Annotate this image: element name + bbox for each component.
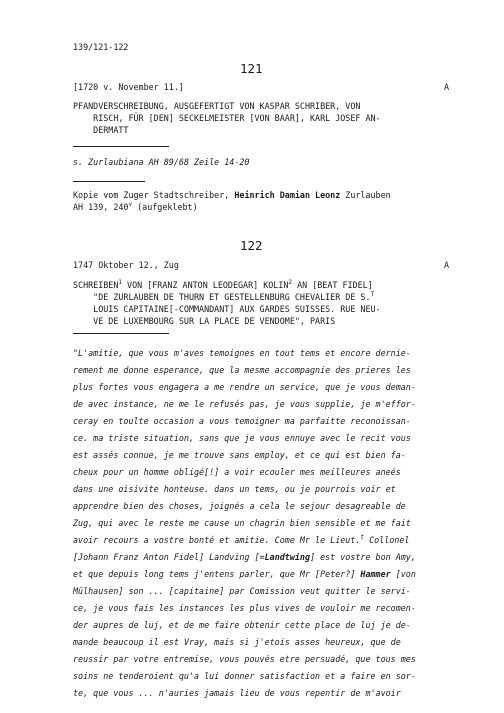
entry-121-heading-line-1: PFANDVERSCHREIBUNG, AUSGEFERTIGT VON KASPAR SCHRIBER, VON (73, 101, 361, 111)
letter-line: Mülhausen] son ... [capitaine] par Comission veut quitter le servi- (73, 586, 411, 596)
entry-122-heading-line-3: LOUIS CAPITAINE[-COMMANDANT] AUX GARDES SUISSES. RUE NEU- (73, 304, 381, 314)
letter-line: Zug, qui avec le reste me cause un chagrin bien sensible et me fait (73, 518, 411, 528)
letter-line: de avec instance, ne me le refusés pas, je vous supplie, je m'effor- (73, 399, 416, 409)
letter-line: "L'amitie, que vous m'aves temoignes en tout tems et encore dernie- (73, 348, 411, 358)
letter-line: reussir par votre entremise, vous pouvés etre persuadé, que tous mes (73, 654, 416, 664)
page-reference: 139/121-122 (73, 42, 129, 52)
entry-121-date: [1720 v. November 11.] (73, 82, 184, 92)
letter-line: soins ne tenderoient qu'a lui donner satisfaction et a faire en sor- (73, 671, 416, 681)
entry-121-source: s. Zurlaubiana AH 89/68 Zeile 14-20 (73, 157, 250, 167)
letter-line: ceray en toulte occasion a vous temoigner ma parfaitte reconoissan- (73, 416, 411, 426)
letter-line: ce, je vous fais les instances les plus vives de vouloir me recomen- (73, 603, 416, 613)
entry-number-121: 121 (240, 61, 263, 76)
entry-number-122: 122 (240, 238, 263, 253)
letter-line: mande beaucoup il est Vray, mais si j'etois asses heureux, que de (73, 637, 401, 647)
letter-line: ce. ma triste situation, sans que je vous ennuye avec le recit vous (73, 433, 411, 443)
name-landtwing: Landtwing (264, 552, 310, 562)
letter-line: et que depuis long tems j'entens parler, que Mr [Peter?] Hammer [von (73, 569, 416, 579)
letter-line: est assés connue, je me trouve sans employ, et ce qui est bien fa- (73, 450, 406, 460)
entry-121-copy-note-line-1: Kopie vom Zuger Stadtschreiber, Heinrich Damian Leonz Zurlauben (73, 190, 391, 200)
letter-line: te, que vous ... n'auries jamais lieu de vous repentir de m'avoir (73, 688, 401, 698)
letter-line: [Johann Franz Anton Fidel] Landving [=Landtwing] est vostre bon Amy, (73, 552, 416, 562)
letter-line: der aupres de luj, et de me faire obtenir cette place de luj je de- (73, 620, 411, 630)
name-heinrich-damian-leonz: Heinrich Damian Leonz (234, 190, 341, 200)
entry-122-heading-line-1: SCHREIBEN$^1$ VON [FRANZ ANTON LEODEGAR] KOLIN$^2$ AN [BEAT FIDEL] (73, 279, 373, 290)
divider (73, 333, 169, 334)
entry-121-copy-note-line-2: AH 139, 240$^v$ (aufgeklebt) (73, 201, 198, 212)
divider (73, 146, 169, 147)
entry-121-heading-line-2: RISCH, FÜR [DEN] SECKELMEISTER [VON BAAR], KARL JOSEF AN- (73, 113, 381, 123)
entry-121-heading-line-3: DERMATT (73, 125, 129, 135)
letter-line: apprendre bien des choses, joignés a cela le sejour desagreable de (73, 501, 406, 511)
entry-122-heading-line-4: VE DE LUXEMBOURG SUR LA PLACE DE VENDOME", PARIS (73, 316, 336, 326)
letter-line: avoir recours a vostre bonté et amitie. Come Mr le Lieut.$^t$ Collonel (73, 534, 410, 545)
name-hammer: Hammer (360, 569, 391, 579)
letter-line: plus fortes vous engagera a me rendre un service, que je vous deman- (73, 382, 416, 392)
letter-line: cheux pour un homme obligé[!] a voir ecouler mes meilleures aneés (73, 467, 401, 477)
letter-line: rement me donne esperance, que la mesme accompagnie des prieres les (73, 365, 411, 375)
divider (73, 181, 145, 182)
letter-line: dans une oisivite honteuse. dans un tems, ou je pourrois voir et (73, 484, 396, 494)
entry-122-marker: A (444, 260, 450, 270)
entry-122-date: 1747 Oktober 12., Zug (73, 260, 179, 270)
entry-121-marker: A (444, 82, 450, 92)
entry-122-heading-line-2: "DE ZURLAUBEN DE THURN ET GESTELLENBURG CHEVALIER DE S.$^T$ (73, 291, 375, 302)
